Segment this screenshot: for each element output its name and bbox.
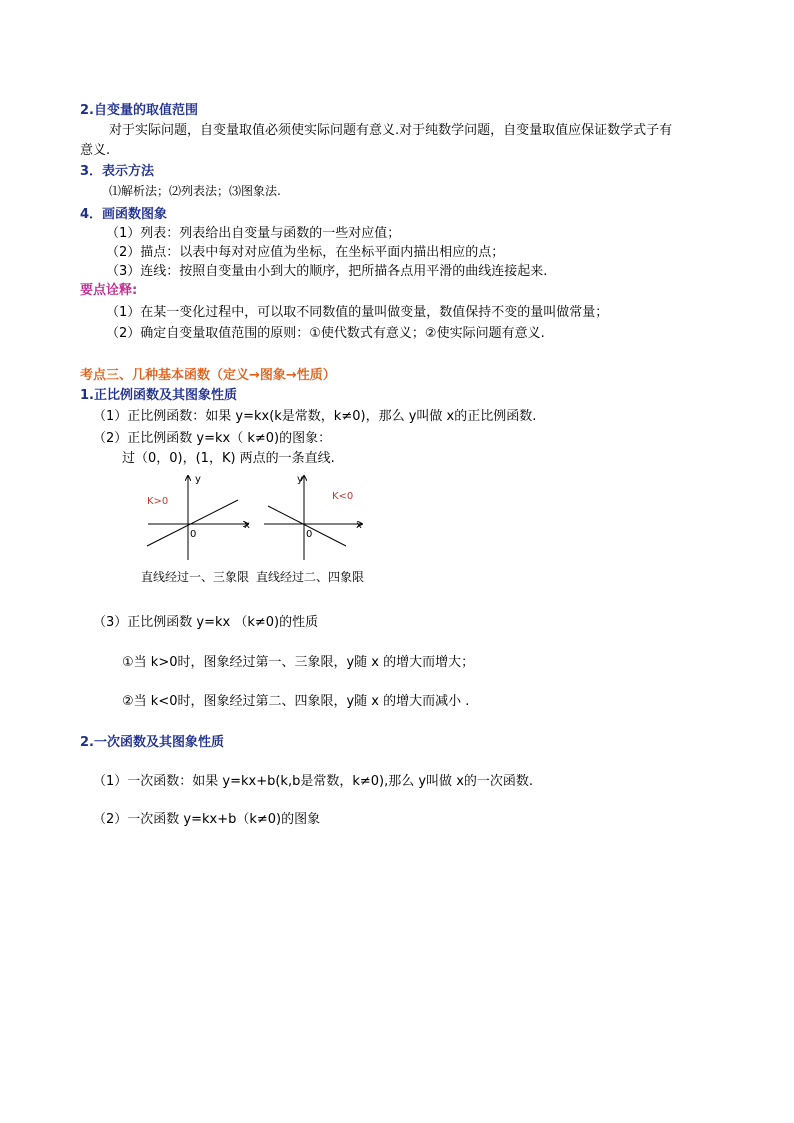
proportional-properties-title: （3）正比例函数 y=kx （k≠0)的性质 — [93, 615, 319, 630]
keypoints-item-1: （1）在某一变化过程中，可以取不同数值的量叫做变量，数值保持不变的量叫做常量； — [106, 305, 609, 320]
section-3-body: ⑴解析法；⑵列表法；⑶图象法. — [109, 184, 281, 198]
section-4-item-3: （3）连线：按照自变量由小到大的顺序，把所描各点用平滑的曲线连接起来. — [106, 264, 548, 279]
keypoints-item-2: （2）确定自变量取值范围的原则：①使代数式有意义；②使实际问题有意义. — [106, 326, 545, 341]
section-2-paragraph-line-1: 对于实际问题，自变量取值必须使实际问题有意义.对于纯数学问题，自变量取值应保证数学式子有 — [109, 123, 673, 138]
y-axis-label: y — [195, 474, 201, 485]
proportional-function-title: 1.正比例函数及其图象性质 — [80, 388, 237, 403]
proportional-property-2: ②当 k<0时，图象经过第二、四象限，y随 x 的增大而减小 . — [122, 694, 470, 709]
section-3-title: 3．表示方法 — [80, 164, 155, 179]
keypoints-title: 要点诠释: — [80, 283, 138, 298]
graph-k-positive-caption: 直线经过一、三象限 — [141, 570, 250, 584]
proportional-property-1: ①当 k>0时，图象经过第一、三象限，y随 x 的增大而增大； — [122, 655, 475, 670]
linear-function-title: 2.一次函数及其图象性质 — [80, 735, 224, 750]
y-axis-label: y — [297, 474, 303, 485]
line-k-negative — [268, 506, 346, 546]
graph-k-positive — [140, 470, 258, 565]
origin-label: 0 — [190, 529, 197, 540]
k-condition-label: K>0 — [147, 496, 169, 507]
graph-k-negative — [260, 470, 368, 565]
section-2-paragraph-line-2: 意义. — [80, 143, 111, 158]
section-4-item-2: （2）描点：以表中每对对应值为坐标，在坐标平面内描出相应的点； — [106, 245, 505, 260]
x-axis-label: x — [244, 520, 250, 531]
section-4-title: 4．画函数图象 — [80, 207, 168, 222]
section-4-item-1: （1）列表：列表给出自变量与函数的一些对应值； — [106, 226, 401, 241]
origin-label: 0 — [306, 529, 313, 540]
kaodian-3-title: 考点三、几种基本函数（定义→图象→性质） — [80, 368, 336, 383]
x-axis-label: x — [356, 520, 362, 531]
linear-graph-title: （2）一次函数 y=kx+b（k≠0)的图象 — [93, 812, 321, 827]
proportional-graph-title: （2）正比例函数 y=kx（ k≠0)的图象： — [93, 431, 332, 446]
proportional-graph-description: 过（0，0)，(1，K) 两点的一条直线. — [122, 451, 335, 466]
section-2-title: 2.自变量的取值范围 — [80, 103, 198, 118]
linear-function-definition: （1）一次函数：如果 y=kx+b(k,b是常数，k≠0),那么 y叫做 x的一次函数. — [93, 774, 534, 789]
k-condition-label: K<0 — [332, 491, 354, 502]
proportional-function-definition: （1）正比例函数：如果 y=kx(k是常数，k≠0)，那么 y叫做 x的正比例函数. — [93, 409, 537, 424]
graph-k-negative-caption: 直线经过二、四象限 — [256, 570, 365, 584]
